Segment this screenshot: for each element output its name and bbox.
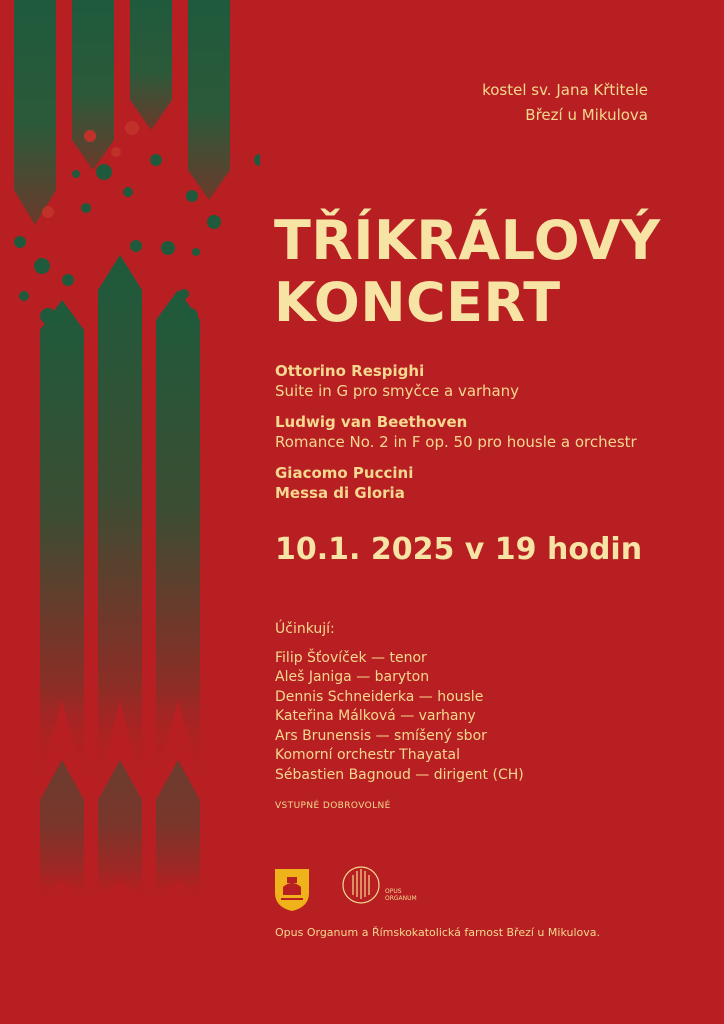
upper-pipes	[14, 0, 230, 225]
opus-text: OPUS	[385, 888, 402, 895]
red-dots	[42, 121, 139, 218]
program-item	[275, 362, 715, 401]
venue-town: Březí u Mikulova	[525, 106, 648, 124]
concert-date: 10.1. 2025 v 19 hodin	[275, 532, 643, 567]
lower-pipes	[40, 255, 200, 900]
organizers-footer: Opus Organum a Římskokatolická farnost Březí u Mikulova.	[275, 926, 600, 939]
performer: Kateřina Málková — varhany	[275, 708, 476, 724]
performer: Komorní orchestr Thayatal	[275, 747, 460, 763]
venue	[482, 78, 648, 128]
performer: Dennis Schneiderka — housle	[275, 688, 484, 705]
organum-text: ORGANUM	[385, 895, 417, 902]
composer-name: Ottorino Respighi	[275, 362, 425, 380]
piece-title: Romance No. 2 in F op. 50 pro housle a orchestr	[275, 433, 637, 451]
organ-pipes-illustration	[0, 0, 260, 1024]
composer-name: Ludwig van Beethoven	[275, 413, 468, 431]
opus-organum-logo-icon	[343, 867, 379, 903]
admission-note: VSTUPNÉ DOBROVOLNÉ	[275, 801, 391, 811]
piece-title: Messa di Gloria	[275, 484, 405, 502]
performer: Ars Brunensis — smíšený sbor	[275, 727, 487, 744]
logos	[275, 865, 455, 913]
performers-heading: Účinkují:	[275, 621, 335, 637]
page-title	[274, 210, 661, 334]
composer-name: Giacomo Puccini	[275, 464, 414, 482]
performer: Aleš Janiga — baryton	[275, 669, 430, 685]
title-line-1: TŘÍKRÁLOVÝ	[274, 209, 661, 272]
program-item	[275, 464, 715, 503]
piece-title: Suite in G pro smyčce a varhany	[275, 382, 520, 400]
parish-crest-icon	[275, 869, 309, 911]
performers	[275, 620, 524, 785]
venue-church: kostel sv. Jana Křtitele	[482, 81, 648, 99]
title-line-2: KONCERT	[274, 271, 561, 334]
program	[275, 362, 715, 515]
performer: Sébastien Bagnoud — dirigent (CH)	[275, 766, 524, 783]
program-item	[275, 413, 715, 452]
performer: Filip Šťovíček — tenor	[275, 649, 427, 666]
